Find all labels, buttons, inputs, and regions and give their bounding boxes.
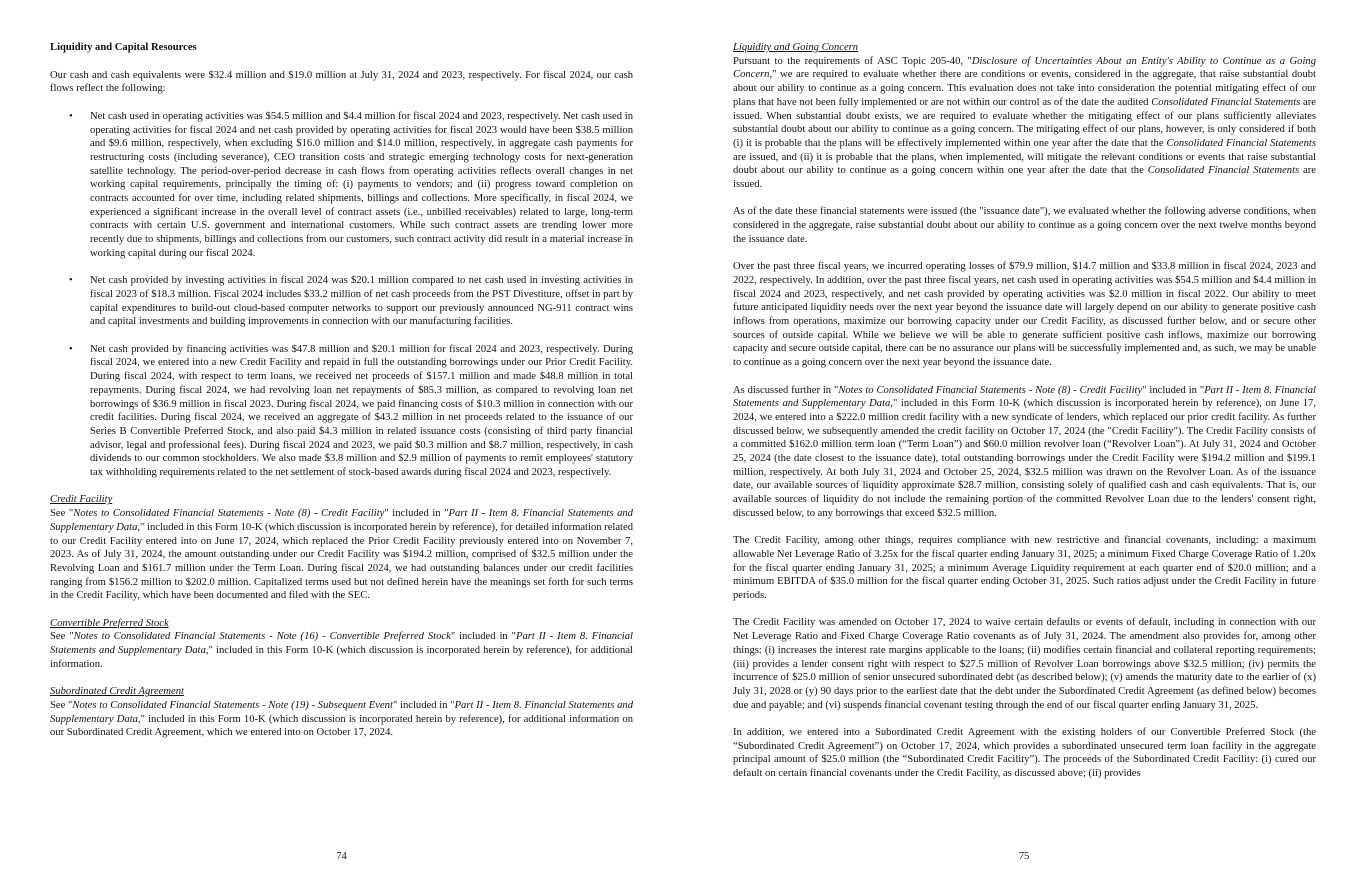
subordinated-section xyxy=(50,685,633,740)
text-run: " included in " xyxy=(392,699,455,711)
bullet-text: Net cash provided by investing activities in fiscal 2024 was $20.1 million compared to net cash used in investing activities in fiscal 2023 of $18.3 million. Fiscal 2024 includes $33.2 million of net cash proceeds from the PST Divestiture, offset in part by capital expenditures to build-out cloud-based computer networks to support our previously announced NG-911 contract wins and capital investments and building improvements in connection with our manufacturing facilities. xyxy=(90,275,633,328)
bullet-financing xyxy=(50,343,633,480)
convertible-title: Convertible Preferred Stock xyxy=(50,617,169,629)
subordinated-title: Subordinated Credit Agreement xyxy=(50,686,184,698)
note-reference: Notes to Consolidated Financial Statements - Note (8) - Credit Facility xyxy=(838,384,1143,396)
right-page xyxy=(683,0,1365,889)
statements-reference: Consolidated Financial Statements xyxy=(1151,96,1301,108)
operating-losses-paragraph: Over the past three fiscal years, we incurred operating losses of $79.9 million, $14.7 million and $33.8 million in fiscal 2024, 2023 and 2022, respectively. In addition, over the past three fiscal years, net cash used in operating activities was $54.5 million and $4.4 million in fiscal 2024 and 2023, respectively, and net cash provided by operating activities was $2.0 million in fiscal 2022. Our ability to meet future anticipated liquidity needs over the next year beyond the issuance date will largely depend on our ability to generate positive cash inflows from operations, maximize our borrowing capacity under our Credit Facility, as discussed further below, and or secure other sources of outside capital. While we believe we will be able to generate sufficient positive cash inflows, maximize our borrowing capacity and secure outside capital, there can be no assurance our plans will be successfully implemented and, as such, we may be unable to continue as a going concern over the next year beyond the issuance date. xyxy=(733,261,1316,369)
convertible-body xyxy=(50,630,633,671)
cash-flow-bullet-list xyxy=(50,110,633,480)
topic-reference: Disclosure of Uncertainties About an Entity's Ability to Continue as a Going Concern xyxy=(733,55,1316,81)
part-reference: Part II - Item 8. Financial Statements and Supplementary Data, xyxy=(50,699,633,725)
credit-facility-paragraph xyxy=(733,384,1316,521)
bullet-icon: • xyxy=(69,110,73,122)
going-concern-body xyxy=(733,55,1316,192)
bullet-text: Net cash used in operating activities was $54.5 million and $4.4 million for fiscal 2024 and 2023, respectively. Net cash used in operating activities for fiscal 2024 and net cash provided by operating activities for fiscal 2023 would have been $38.5 million and $9.6 million, respectively, when excluding $16.0 million and $14.0 million, respectively, in aggregate cash payments for restructuring costs (including severance), CEO transition costs and strategic emerging technology costs for next-generation satellite technology. The period-over-period decrease in cash flows from operating activities reflects overall changes in net working capital requirements, principally the timing of: (i) payments to vendors; and (ii) progress toward completion on contracts accounted for over time, including related shipments, billings and collections. More specifically, in fiscal 2024, we experienced a significant increase in the overall level of contract assets (i.e., unbilled receivables) related to large, long-term contracts with certain U.S. government and international customers. While such contract assets are trending lower more recently due to shipments, billings and collections from our customers, such contract activity did result in a material increase in working capital during our fiscal 2024. xyxy=(90,110,633,259)
text-run: are issued. When substantial doubt exists, we are required to evaluate whether the mitigating effect of our plans sufficiently alleviates substantial doubt about our ability to continue as a going concern. The mitigating effect of our plans, however, is only considered if both (i) it is probable that the plans will be effectively implemented within one year after the date that the xyxy=(733,96,1316,149)
issuance-date-paragraph: As of the date these financial statements were issued (the "issuance date"), we evaluated whether the following adverse conditions, when considered in the aggregate, raise substantial doubt about our ability to continue as a going concern over the next twelve months beyond the issuance date. xyxy=(733,206,1316,245)
text-run: " included in this Form 10-K (which discussion is incorporated herein by reference), for additional information. xyxy=(50,645,633,670)
text-run: " included in this Form 10-K (which discussion is incorporated herein by reference), on June 17, 2024, we entered into a $222.0 million credit facility with a new syndicate of lenders, which replaced our prior credit facility. As further discussed below, we subsequently amended the credit facility on October 17, 2024 (the "Credit Facility"). The Credit Facility consists of a committed $162.0 million term loan (“Term Loan”) and $60.0 million revolver loan (“Revolver Loan”). At July 31, 2024 and October 25, 2024 (the date closest to the issuance date), total outstanding borrowings under the Credit Facility were $194.2 million and $199.1 million, respectively. At both July 31, 2024 and October 25, 2024, $32.5 million was drawn on the Revolver Loan. As of the issuance date, our available sources of liquidity approximate $28.7 million, consisting solely of qualified cash and cash equivalents. That is, our available sources of liquidity do not include the remaining portion of the committed Revolver Loan due to the lenders' consent right, discussed below, to any borrowings that exceed $32.5 million. xyxy=(733,398,1316,519)
covenants-paragraph: The Credit Facility, among other things, requires compliance with new restrictive and financial covenants, including: a maximum allowable Net Leverage Ratio of 3.25x for the fiscal quarter ending January 31, 2025; a minimum Fixed Charge Coverage Ratio of 1.20x for the fiscal quarter ending January 31, 2025; a minimum Average Liquidity requirement at each quarter end of $20.0 million; and a minimum EBITDA of $35.0 million for the fiscal quarter ending October 31, 2025. Such ratios adjust under the Credit Facility in future periods. xyxy=(733,535,1316,602)
text-run: " included in " xyxy=(450,631,516,643)
note-reference: Notes to Consolidated Financial Statements - Note (16) - Convertible Preferred Stock xyxy=(73,631,451,643)
note-reference: Notes to Consolidated Financial Statements - Note (19) - Subsequent Event xyxy=(72,699,393,711)
page-number: 74 xyxy=(336,851,347,862)
part-reference: Part II - Item 8. Financial Statements and Supplementary Data, xyxy=(50,631,633,657)
text-run: are issued. xyxy=(733,165,1316,191)
note-reference: Notes to Consolidated Financial Statements - Note (8) - Credit Facility xyxy=(73,508,385,520)
page-number: 75 xyxy=(1018,851,1030,862)
convertible-section xyxy=(50,617,633,672)
text-run: " included in " xyxy=(384,508,449,520)
subordinated-agreement-paragraph: In addition, we entered into a Subordinated Credit Agreement with the existing holders of our Convertible Preferred Stock (the “Subordinated Credit Agreement”) on October 17, 2024, which provides a subordinated unsecured term loan facility in the aggregate principal amount of $25.0 million (the “Subordinated Credit Facility”). The proceeds of the Subordinated Credit Facility: (i) cured our default on certain financial covenants under the Credit Facility, as discussed above; (ii) provides xyxy=(733,727,1316,780)
credit-facility-title: Credit Facility xyxy=(50,494,113,506)
text-run: " included in " xyxy=(1142,384,1205,396)
bullet-icon: • xyxy=(69,343,73,355)
text-run: " included in this Form 10-K (which discussion is incorporated herein by reference), for additional information on our Subordinated Credit Agreement, which we entered into on October 17, 2024. xyxy=(50,713,633,739)
text-run: " included in this Form 10-K (which discussion is incorporated herein by reference), for detailed information related to our Credit Facility entered into on June 17, 2024, which replaced the Prior Credit Facility previously entered into on November 7, 2023. As of July 31, 2024, the amount outstanding under our Credit Facility was $194.2 million, comprised of $32.5 million under the Revolving Loan and $161.7 million under the Term Loan. During fiscal 2024, we had outstanding balances under our credit facilities ranging from $156.2 million to $202.0 million. Capitalized terms used but not defined herein have the meanings set forth for such terms in the Credit Facility, which have been documented and filed with the SEC. xyxy=(50,521,634,602)
statements-reference: Consolidated Financial Statements xyxy=(1147,165,1300,177)
text-run: Pursuant to the requirements of ASC Topic 205-40, " xyxy=(733,55,972,67)
text-run: See " xyxy=(50,631,74,643)
going-concern-title: Liquidity and Going Concern xyxy=(733,42,859,53)
going-concern-section xyxy=(733,41,1316,192)
text-run: are issued, and (ii) it is probable that the plans, when implemented, will mitigate the relevant conditions or events that raise substantial doubt about our ability to continue as a going concern within one year after the date that the xyxy=(733,151,1316,177)
part-reference: Part II - Item 8. Financial Statements and Supplementary Data, xyxy=(733,384,1317,410)
text-run: See " xyxy=(50,508,74,520)
bullet-investing xyxy=(50,274,633,329)
intro-paragraph: Our cash and cash equivalents were $32.4 million and $19.0 million at July 31, 2024 and 2023, respectively. For fiscal 2024, our cash flows reflect the following: xyxy=(50,69,633,95)
bullet-text: Net cash provided by financing activities was $47.8 million and $20.1 million for fiscal 2024 and 2023, respectively. During fiscal 2024, we entered into a new Credit Facility and repaid in full the outstanding borrowings under our Prior Credit Facility. During fiscal 2024, with respect to term loans, we received net proceeds of $157.1 million and made $48.8 million in total repayments. During fiscal 2024, we had revolving loan net repayments of $85.3 million, as compared to revolving loan net borrowings of $36.9 million in fiscal 2023. During fiscal 2024, we paid financing costs of $10.3 million in connection with our credit facilities. During fiscal 2024, we received an aggregate of $43.2 million in net proceeds related to the issuance of our Series B Convertible Preferred Stock, and also paid $4.3 million in related issuance costs (consisting of third party financial advisor, legal and professional fees). During fiscal 2024 and 2023, we paid $0.3 million and $8.7 million, respectively, in cash dividends to our common stockholders. We also made $3.8 million and $2.9 million of payments to remit employees' statutory tax withholding requirements related to the net settlement of stock-based awards during fiscal 2024 and 2023, respectively. xyxy=(90,343,633,479)
text-run: As discussed further in " xyxy=(733,384,839,396)
right-column xyxy=(733,41,1316,795)
part-reference: Part II - Item 8. Financial Statements and Supplementary Data, xyxy=(50,508,633,533)
bullet-operating xyxy=(50,110,633,261)
section-heading: Liquidity and Capital Resources xyxy=(50,42,197,53)
statements-reference: Consolidated Financial Statements xyxy=(1166,137,1317,149)
text-run: ," we are required to evaluate whether there are conditions or events, considered in the aggregate, that raise substantial doubt about our ability to continue as a going concern. This evaluation does not take into consideration the potential mitigating effect of our plans that have not been fully implemented or are not within our control as of the date the audited xyxy=(733,69,1316,108)
bullet-icon: • xyxy=(69,275,73,287)
amendment-paragraph: The Credit Facility was amended on October 17, 2024 to waive certain defaults or events of default, including in connection with our Net Leverage Ratio and Fixed Charge Coverage Ratio covenants as of July 31, 2024. The amendment also provides for, among other things: (i) increases the interest rate margins applicable to the loans; (ii) modifies certain financial and collateral reporting requirements; (iii) provides a lender consent right with respect to $27.5 million of Revolver Loan borrowings above $32.5 million; (iv) permits the incurrence of $25.0 million of senior unsecured subordinated debt (as described below); (v) amends the maturity date to the earlier of (x) July 31, 2028 or (y) 90 days prior to the earliest date that the debt under the Subordinated Credit Agreement (as defined below) becomes due and payable; and (vi) suspends financial covenant testing through the end of our fiscal quarter ending January 31, 2025. xyxy=(733,617,1316,711)
subordinated-body xyxy=(50,699,633,740)
credit-facility-body xyxy=(50,507,633,603)
left-column xyxy=(50,41,633,754)
text-run: See " xyxy=(50,699,73,711)
credit-facility-section xyxy=(50,493,633,603)
